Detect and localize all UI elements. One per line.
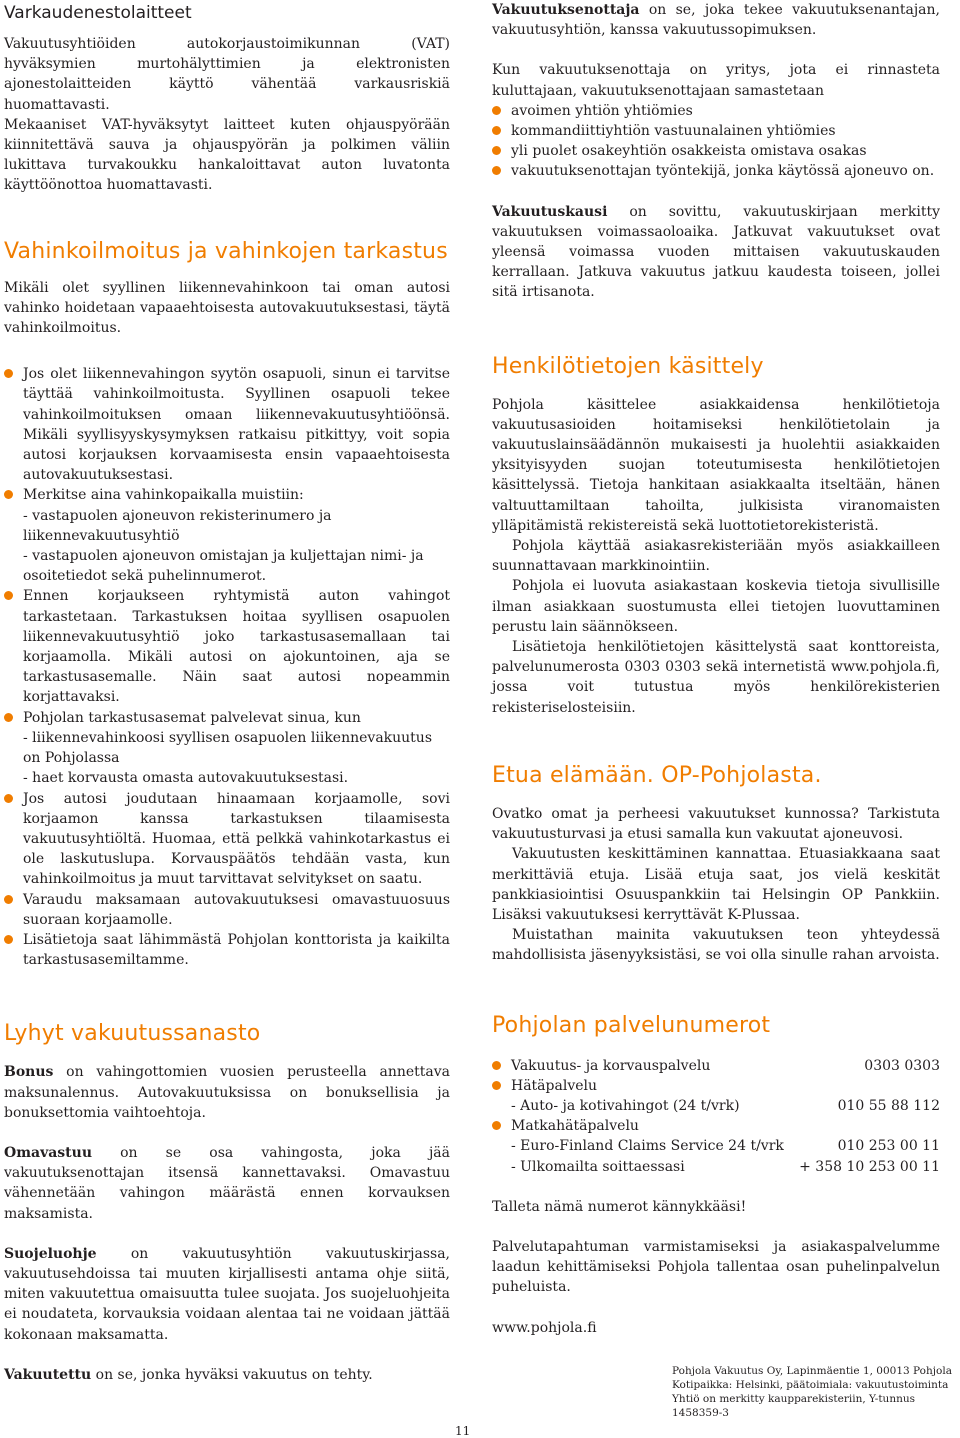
heading-henkilotiedot: Henkilötietojen käsittely — [492, 353, 764, 379]
footer-line: Kotipaikka: Helsinki, päätoimiala: vakuutustoiminta — [672, 1379, 949, 1391]
phone-label: Vakuutus- ja korvauspalvelu — [511, 1057, 711, 1074]
bullet-dot-icon — [492, 106, 501, 115]
footer-line: Pohjola Vakuutus Oy, Lapinmäentie 1, 00013 Pohjola — [672, 1365, 952, 1377]
bullet-dot-icon — [492, 1061, 501, 1070]
bullet-item — [492, 141, 940, 161]
term-definition: on se, jonka hyväksi vakuutus on tehty. — [91, 1366, 373, 1383]
bullet-dot-icon — [4, 895, 13, 904]
phone-label: - Euro-Finland Claims Service 24 t/vrk — [511, 1138, 784, 1155]
heading-sanasto: Lyhyt vakuutussanasto — [4, 1021, 261, 1047]
term-label: Omavastuu — [4, 1144, 92, 1161]
paragraph-mechanical-devices: Mekaaniset VAT-hyväksytyt laitteet kuten ohjauspyörään kiinnitettävä sauva ja ohjauspyörän ja polkimen väliin lukittava turvakoukku hankaloittavat auton luvatonta käyttöönottoa huomattavasti. — [4, 116, 450, 194]
term-suojeluohje — [4, 1244, 450, 1345]
term-definition: on vahingottomien vuosien perusteella annettava maksunalennus. Autovakuutuksissa on bonuksellisia ja bonuksettomia vaihtoehtoja. — [4, 1064, 450, 1121]
paragraph-vat-devices: Vakuutusyhtiöiden autokorjaustoimikunnan (VAT) hyväksymien murtohälyttimien ja elektronisten ajonestolaitteiden käyttö vähentää varkausriskiä huomattavasti. — [4, 36, 450, 113]
term-omavastuu — [4, 1143, 450, 1224]
bullet-item — [4, 930, 450, 970]
term-definition: on se, joka tekee vakuutuksenantajan, vakuutusyhtiön, kanssa vakuutussopimuksen. — [492, 2, 940, 39]
bullet-text: kommandiittiyhtiön vastuunalainen yhtiömies — [511, 123, 836, 140]
bullet-dot-icon — [4, 369, 13, 378]
bullet-dot-icon — [492, 146, 501, 155]
bullet-text: Varaudu maksamaan autovakuutuksesi omavastuuosuus suoraan korjaamolle. — [23, 891, 450, 928]
bullet-dot-icon — [492, 1081, 501, 1090]
term-bonus — [4, 1062, 450, 1123]
phone-number: + 358 10 253 00 11 — [799, 1158, 940, 1175]
page-number: 11 — [455, 1424, 471, 1438]
bullet-item — [4, 364, 450, 485]
company-bullet-list — [492, 101, 940, 182]
term-label: Vakuutuksenottaja — [492, 2, 640, 18]
paragraph-henkilotiedot-3: Pohjola ei luovuta asiakastaan koskevia tietoja sivullisille ilman asiakkaan suostumusta ellei tietojen luovuttaminen perustu lain säännökseen. — [492, 578, 940, 635]
term-vakuutettu — [4, 1365, 450, 1385]
heading-vahinkoilmoitus: Vahinkoilmoitus ja vahinkojen tarkastus — [4, 238, 448, 264]
paragraph-henkilotiedot-4: Lisätietoja henkilötietojen käsittelystä saat konttoreista, palvelunumerosta 0303 0303 sekä internetistä www.pohjola.fi, jossa voit tutustua myös henkilörekisterien rekisteriselosteisiin. — [492, 639, 940, 716]
paragraph-etua-1: Ovatko omat ja perheesi vakuutukset kunnossa? Tarkistuta vakuutusturvasi ja etusi samalla kun vakuutat ajoneuvosi. — [492, 805, 940, 843]
heading-etua-elamaan: Etua elämään. OP-Pohjolasta. — [492, 762, 822, 788]
bullet-text: Jos autosi joudutaan hinaamaan korjaamolle, sovi korjaamon kanssa tarkastuksen tilaamisesta vakuutusyhtiöltä. Huomaa, että pelkkä vahinkotarkastus ei ole laskutuslupa. Korvauspäätös tehdään vasta, kun vahinkoilmoitus ja muut tarvittavat selvitykset on saatu. — [23, 790, 450, 888]
term-label: Vakuutettu — [4, 1366, 92, 1383]
term-label: Vakuutuskausi — [492, 203, 608, 220]
bullet-item — [4, 890, 450, 930]
bullet-text: vakuutuksenottajan työntekijä, jonka käytössä ajoneuvo on. — [511, 163, 935, 180]
phone-label: Hätäpalvelu — [511, 1077, 598, 1094]
term-vakuutuksenottaja — [492, 0, 940, 40]
bullet-dot-icon — [492, 126, 501, 135]
heading-palvelunumerot: Pohjolan palvelunumerot — [492, 1012, 771, 1038]
term-label: Suojeluohje — [4, 1245, 97, 1262]
phone-item-emergency — [492, 1076, 940, 1116]
bullet-dot-icon — [492, 166, 501, 175]
left-column — [4, 0, 450, 1385]
bullet-item — [492, 161, 940, 181]
bullet-dot-icon — [492, 1121, 501, 1130]
damage-bullet-list — [4, 364, 450, 970]
paragraph-vahinkoilmoitus-intro: Mikäli olet syyllinen liikennevahinkoon tai oman autosi vahinko hoidetaan vapaaehtoisesta autovakuutuksestasi, täytä vahinkoilmoitus. — [4, 279, 450, 337]
term-definition: on sovittu, vakuutuskirjaan merkitty vakuutuksen voimassaoloaika. Jatkuvat vakuutukset ovat yleensä voimassa vuoden mittaisen vakuutuskauden kerrallaan. Jatkuva vakuutus jatkuu kaudesta toiseen, jollei sitä irtisanota. — [492, 203, 940, 301]
bullet-dot-icon — [4, 935, 13, 944]
bullet-text: Ennen korjaukseen ryhtymistä auton vahingot tarkastetaan. Tarkastuksen hoitaa syyllisen osapuolen liikennevakuutusyhtiö joko tarkastusasemallaan tai korjaamolla. Mikäli autosi on ajokuntoinen, aja se tarkastusasemalle. Näin saat autosi nopeammin korjattavaksi. — [23, 588, 450, 706]
paragraph-save-numbers: Talleta nämä numerot kännykkääsi! — [492, 1198, 747, 1215]
bullet-dot-icon — [4, 591, 13, 600]
bullet-item — [4, 708, 450, 789]
bullet-text: yli puolet osakeyhtiön osakkeista omistava osakas — [511, 143, 867, 160]
phone-label: - Ulkomailta soittaessasi — [511, 1158, 685, 1175]
footer-line: Yhtiö on merkitty kaupparekisteriin, Y-tunnus 1458359-3 — [672, 1393, 915, 1419]
paragraph-etua-2: Vakuutusten keskittäminen kannattaa. Etuasiakkaana saat merkittäviä etuja. Lisää etuja saat, jos vielä keskität pankkiasiointisi Osuuspankkiin tai Helsingin OP Pankkiin. Lisäksi vakuutuksesi kerryttävät K-Plussaa. — [492, 846, 940, 923]
bullet-item — [4, 485, 450, 586]
term-vakuutuskausi — [492, 202, 940, 303]
phone-item-travel — [492, 1116, 940, 1177]
bullet-text: avoimen yhtiön yhtiömies — [511, 102, 693, 119]
phone-label: Matkahätäpalvelu — [511, 1118, 639, 1135]
phone-list — [492, 1056, 940, 1177]
bullet-text: Jos olet liikennevahingon syytön osapuoli, sinun ei tarvitse täyttää vahinkoilmoitusta. Syyllinen osapuoli tekee vahinkoilmoituksen omaan liikennevakuutusyhtiöönsä. Mikäli syyllisyyskysymyksen ratkaisu pitkittyy, voit sopia autosi korjauksen korvaamisesta ensin vapaaehtoisesta autovakuutuksestasi. — [23, 366, 450, 484]
bullet-item — [4, 586, 450, 707]
website-link[interactable]: www.pohjola.fi — [492, 1319, 597, 1336]
phone-label: - Auto- ja kotivahingot (24 t/vrk) — [511, 1097, 740, 1114]
phone-number: 010 55 88 112 — [837, 1097, 940, 1114]
term-label: Bonus — [4, 1064, 54, 1081]
paragraph-henkilotiedot-2: Pohjola käyttää asiakasrekisteriään myös asiakkailleen suunnattavaan markkinointiin. — [492, 538, 940, 575]
phone-number: 010 253 00 11 — [837, 1138, 940, 1155]
bullet-text: Merkitse aina vahinkopaikalla muistiin: - vastapuolen ajoneuvon rekisterinumero ja liikennevakuutusyhtiö - vastapuolen ajoneuvon omistajan ja kuljettajan nimi- ja osoitetiedot sekä puhelinnumerot. — [23, 487, 424, 585]
bullet-dot-icon — [4, 713, 13, 722]
bullet-item — [4, 789, 450, 890]
bullet-item — [492, 101, 940, 121]
paragraph-etua-3: Muistathan mainita vakuutuksen teon yhteydessä mahdollisista jäsenyyksistäsi, se voi olla sinulle rahan arvoista. — [492, 927, 940, 964]
company-footer — [672, 1364, 960, 1420]
paragraph-recording-note: Palvelutapahtuman varmistamiseksi ja asiakaspalvelumme laadun kehittämiseksi Pohjola tallentaa osan puhelinpalvelun puheluista. — [492, 1238, 940, 1296]
right-column — [492, 0, 940, 1338]
bullet-dot-icon — [4, 490, 13, 499]
term-definition: on vakuutusyhtiön vakuutuskirjassa, vakuutusehdoissa tai muuten kirjallisesti antama ohje siitä, miten vakuutettua omaisuutta tulee suojata. Jos suojeluohjeita ei noudateta, korvauksia voidaan alentaa tai ne voidaan jättää kokonaan maksamatta. — [4, 1245, 450, 1343]
phone-number: 0303 0303 — [864, 1057, 940, 1074]
phone-item-service — [492, 1056, 940, 1076]
bullet-text: Pohjolan tarkastusasemat palvelevat sinua, kun - liikennevahinkoosi syyllisen osapuolen liikennevakuutus on Pohjolassa - haet korvausta omasta autovakuutuksestasi. — [23, 709, 433, 787]
paragraph-company-intro: Kun vakuutuksenottaja on yritys, jota ei rinnasteta kuluttajaan, vakuutuksenottajaan samastetaan — [492, 62, 940, 99]
bullet-text: Lisätietoja saat lähimmästä Pohjolan konttorista ja kaikilta tarkastusasemiltamme. — [23, 931, 450, 969]
paragraph-henkilotiedot-1: Pohjola käsittelee asiakkaidensa henkilötietoja vakuutusasioiden hoitamiseksi henkilötietolain ja vakuutuslainsäädännön mukaisesti ja huolehtii asiakkaiden yksityisyyden suojan toteutumisesta henkilötietojen käsittelyssä. Tietoja hankitaan asiakkaalta itseltään, hänen valtuuttamiltaan tahoilta, julkisista viranomaisten ylläpitämistä rekistereistä sekä luottotietorekisteristä. — [492, 396, 940, 534]
term-definition: on se osa vahingosta, joka jää vakuutuksenottajan itsensä kannettavaksi. Omavastuu vähennetään vahingon määrästä ennen korvauksen maksamista. — [4, 1144, 450, 1222]
bullet-item — [492, 121, 940, 141]
bullet-dot-icon — [4, 794, 13, 803]
heading-varkaudenestolaitteet: Varkaudenestolaitteet — [4, 3, 192, 23]
